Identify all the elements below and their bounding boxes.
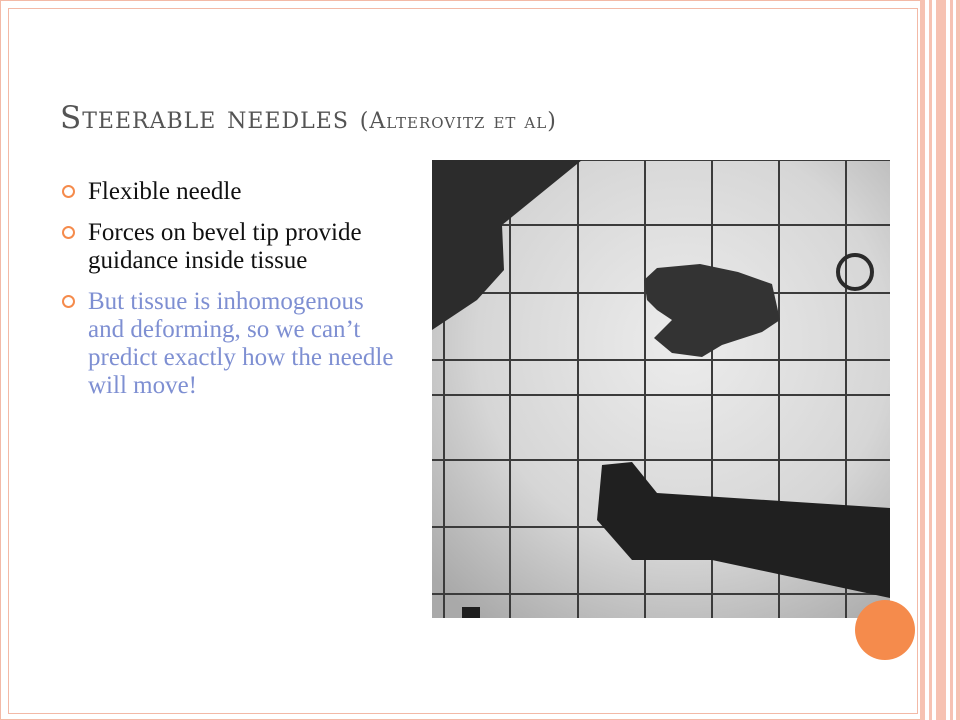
bullet-text: Flexible needle xyxy=(88,178,242,205)
bullet-circle-icon xyxy=(62,185,75,198)
stripe xyxy=(936,0,946,720)
title-main: Steerable needles xyxy=(60,100,349,136)
bullet-item xyxy=(62,178,402,206)
photo-svg xyxy=(432,160,890,618)
accent-circle xyxy=(855,600,915,660)
corner-marker xyxy=(462,607,480,618)
bullet-circle-icon xyxy=(62,295,75,308)
needle-experiment-photo xyxy=(432,160,890,618)
title-subtitle: (Alterovitz et al) xyxy=(359,109,557,134)
bullet-item xyxy=(62,219,402,275)
decorative-stripes xyxy=(920,0,960,720)
stripe xyxy=(950,0,953,720)
bullet-circle-icon xyxy=(62,226,75,239)
bullet-text: Forces on bevel tip provide guidance inside tissue xyxy=(88,219,362,274)
bullet-item-highlight xyxy=(62,288,402,400)
stripe xyxy=(956,0,960,720)
stripe xyxy=(920,0,925,720)
bullet-text: But tissue is inhomogenous and deforming, so we can’t predict exactly how the needle will move! xyxy=(88,288,394,399)
slide-title xyxy=(60,100,860,136)
stripe xyxy=(929,0,932,720)
bullet-list xyxy=(62,178,402,413)
